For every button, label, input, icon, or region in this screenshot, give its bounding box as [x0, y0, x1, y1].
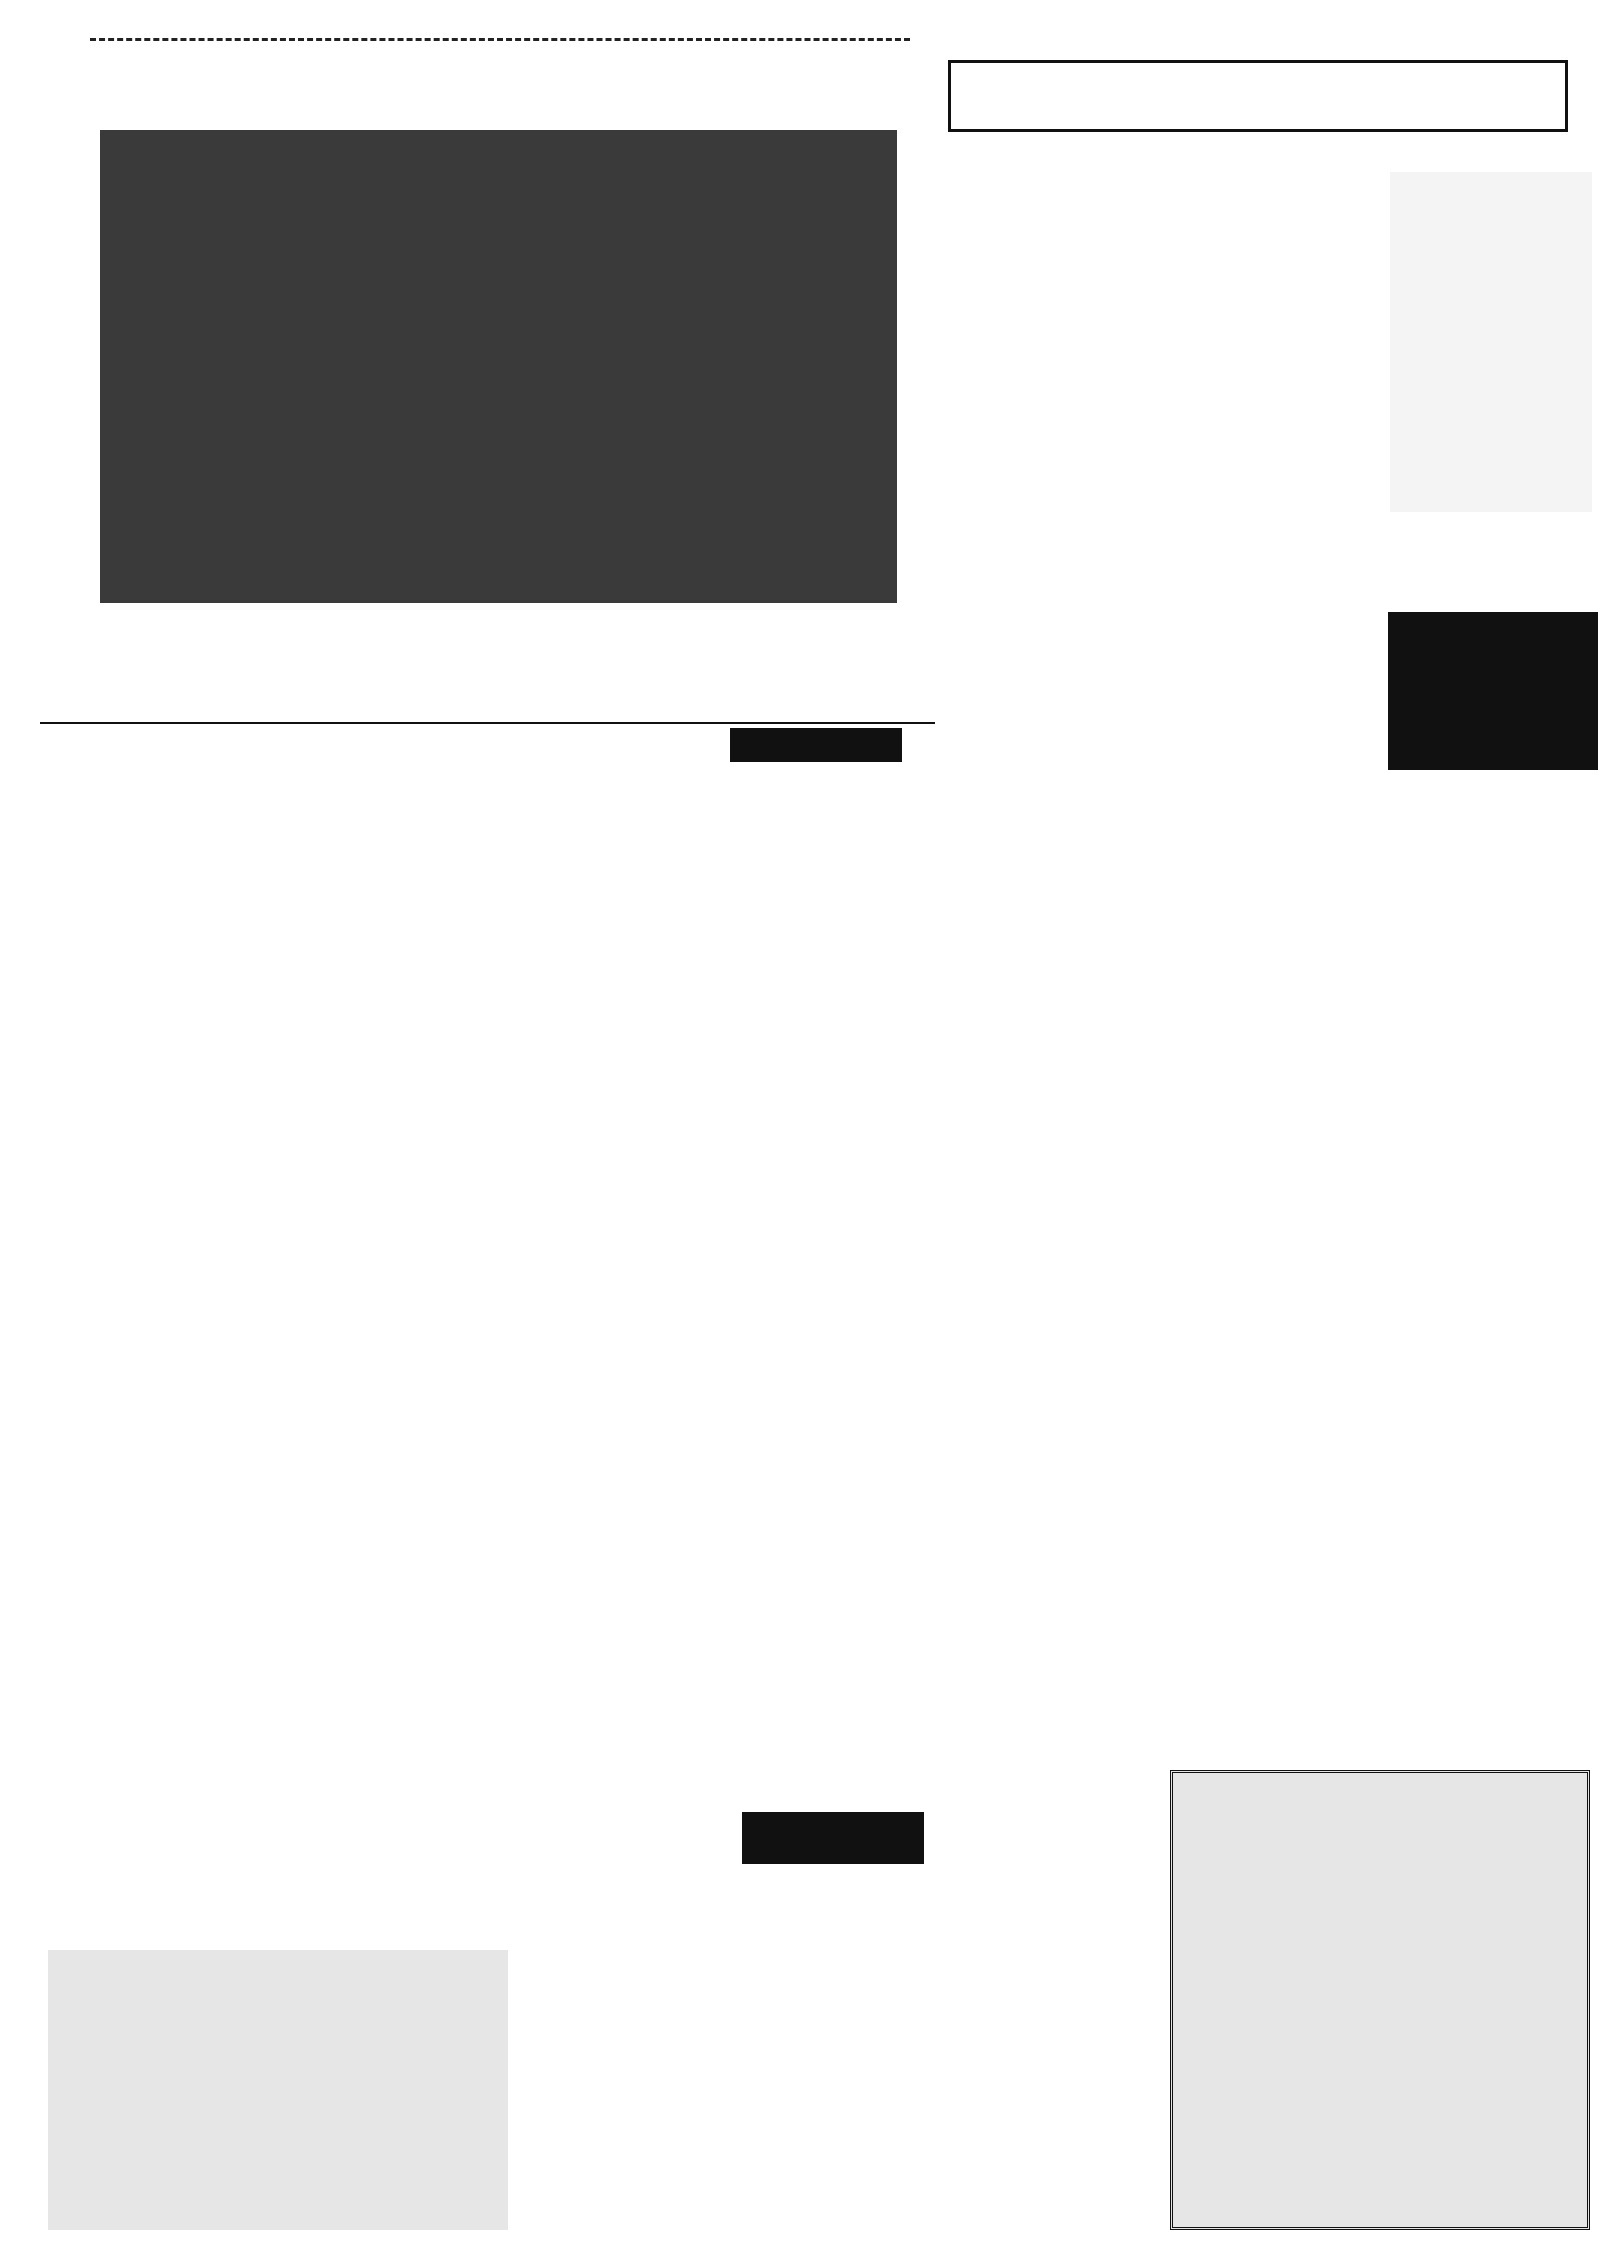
cartoon-caption — [1390, 520, 1592, 600]
soviet-article — [48, 1450, 520, 1750]
turkish-article — [955, 300, 1375, 710]
vietnam-headline — [68, 732, 718, 866]
write-to-taxydromos-box — [1388, 1585, 1598, 1750]
usa-headline — [960, 1210, 1380, 1365]
bottom-center-article — [520, 1790, 730, 2230]
photo-caption-rule — [40, 722, 935, 726]
middle-east-label — [730, 728, 902, 762]
new-bar-ad — [1170, 1770, 1590, 2230]
czech-headline — [960, 735, 1360, 830]
syria-headline — [70, 1198, 490, 1226]
population-article — [48, 1865, 520, 1945]
photo-caption — [70, 612, 918, 714]
population-headline — [90, 1770, 470, 1854]
middle-east-article — [730, 955, 930, 1235]
top-left-rule — [90, 38, 910, 44]
syria-article — [48, 1236, 518, 1340]
middle-east-headline — [735, 778, 910, 942]
cabinet-photo — [100, 130, 897, 603]
czech-article — [955, 840, 1380, 1205]
baking-powder-ad — [48, 1950, 508, 2230]
main-headline — [150, 88, 900, 122]
soviet-headline — [90, 1355, 470, 1439]
elliniko-article — [740, 1870, 935, 2230]
external-events-banner — [1388, 612, 1598, 770]
egxoria-article — [955, 1860, 1160, 2230]
external-events-article — [1388, 780, 1598, 1570]
egxoria-banner — [955, 1808, 1155, 1856]
paideia-label — [1398, 136, 1558, 164]
elliniko-banner — [742, 1812, 924, 1864]
turkish-headline — [960, 142, 1310, 292]
larisa-article — [735, 1240, 935, 1780]
page-folio — [40, 34, 82, 48]
taxydromos-masthead — [948, 60, 1568, 132]
cartoon — [1390, 172, 1592, 512]
apollo-logo — [525, 1265, 700, 1337]
vietnam-article — [48, 875, 723, 1191]
usa-article — [955, 1370, 1380, 1810]
